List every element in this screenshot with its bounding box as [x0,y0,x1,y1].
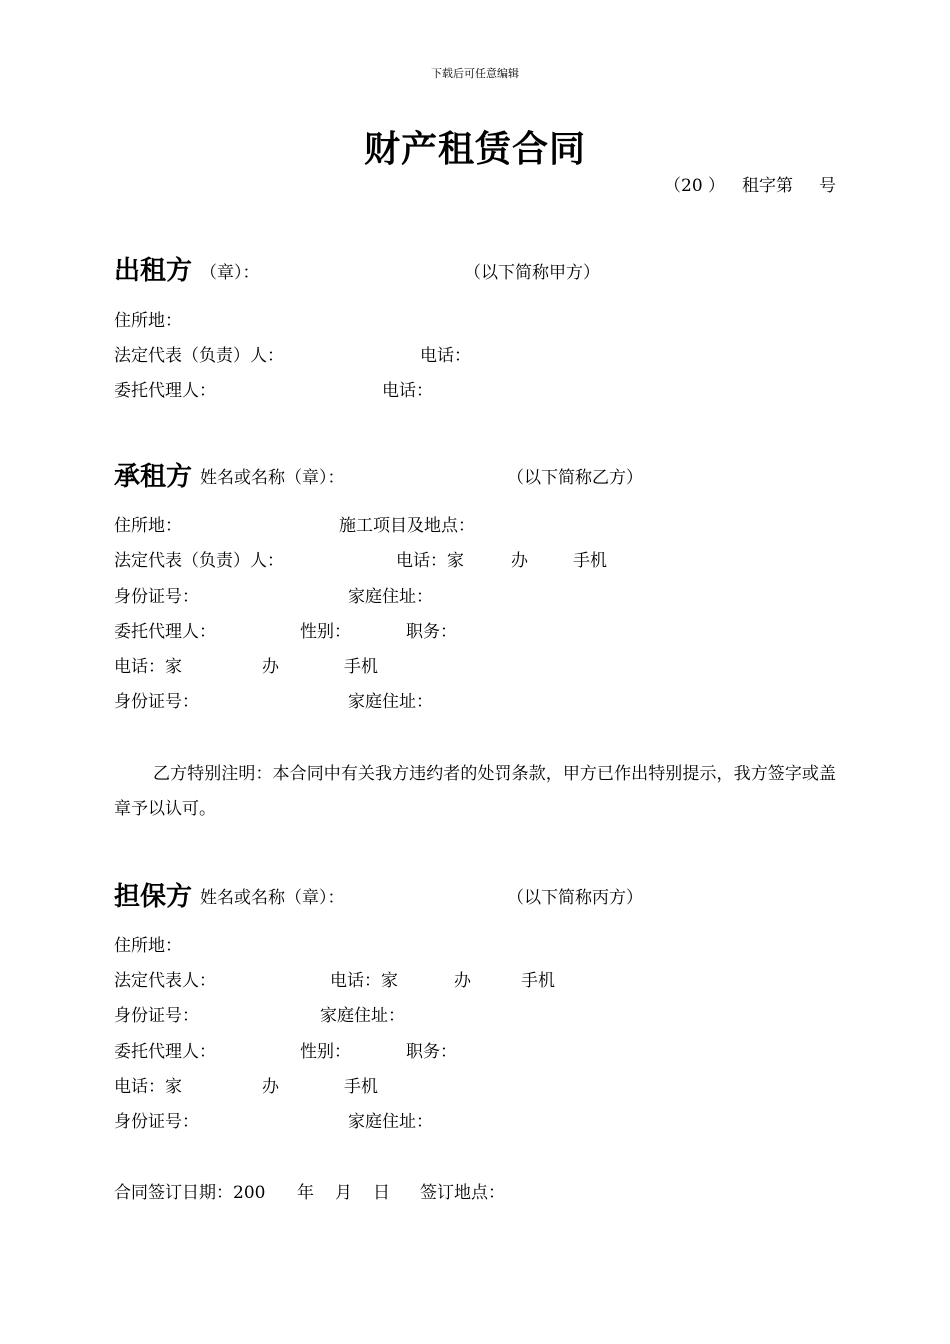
guarantor-heading: 担保方 [114,882,193,912]
lessee-agent-label: 委托代理人： [114,622,216,642]
signing-day: 日 [373,1183,390,1203]
guarantor-agent-phone-mobile: 手机 [344,1077,378,1097]
lessor-address-label: 住所地： [114,311,182,331]
lessee-project-label: 施工项目及地点： [339,516,475,536]
lessee-name-seal: 姓名或名称（章）： [200,468,345,488]
contract-no-suffix: 号 [819,176,836,196]
contract-no-label: 租字第 [742,176,793,196]
contract-no-close: ） [708,176,725,196]
lessor-rep-label: 法定代表（负责）人： [114,346,284,366]
guarantor-home-label: 家庭住址： [320,1006,405,1026]
guarantor-agent-label: 委托代理人： [114,1042,216,1062]
guarantor-alias: （以下简称丙方） [507,888,643,908]
lessor-heading: 出租方 [114,256,193,286]
lessor-agent-phone-label: 电话： [382,381,433,401]
signing-date-label: 合同签订日期：200 [114,1183,266,1203]
lessee-agent-phone-home: 电话：家 [114,657,182,677]
guarantor-id-label: 身份证号： [114,1006,199,1026]
guarantor-rep-label: 法定代表人： [114,971,216,991]
lessee-rep-phone-home: 电话：家 [396,551,464,571]
lessee-home-label: 家庭住址： [348,587,433,607]
lessee-rep-label: 法定代表（负责）人： [114,551,284,571]
guarantor-agent-phone-office: 办 [262,1077,279,1097]
guarantor-address-label: 住所地： [114,936,182,956]
guarantor-agent-home-label: 家庭住址： [348,1112,433,1132]
lessee-alias: （以下简称乙方） [507,468,643,488]
guarantor-rep-phone-office: 办 [454,971,471,991]
special-note: 乙方特别注明：本合同中有关我方违约者的处罚条款，甲方已作出特别提示，我方签字或盖章予以认可。 [114,764,836,819]
lessee-gender-label: 性别： [300,622,351,642]
lessee-agent-phone-mobile: 手机 [344,657,378,677]
guarantor-name-seal: 姓名或名称（章）： [200,888,345,908]
guarantor-gender-label: 性别： [300,1042,351,1062]
signing-year: 年 [297,1183,314,1203]
signing-place-label: 签订地点： [420,1183,505,1203]
lessor-seal: （章）： [200,263,260,283]
lessor-agent-label: 委托代理人： [114,381,216,401]
lessor-alias: （以下简称甲方） [464,263,600,283]
guarantor-agent-phone-home: 电话：家 [114,1077,182,1097]
lessee-heading: 承租方 [114,462,193,492]
contract-no-open: （20 [664,176,703,196]
lessee-agent-home-label: 家庭住址： [348,692,433,712]
document-title: 财产租赁合同 [363,128,586,170]
lessee-agent-id-label: 身份证号： [114,692,199,712]
lessee-address-label: 住所地： [114,516,182,536]
lessee-rep-phone-office: 办 [511,551,528,571]
guarantor-agent-id-label: 身份证号： [114,1112,199,1132]
guarantor-position-label: 职务： [406,1042,457,1062]
lessee-rep-phone-mobile: 手机 [573,551,607,571]
lessee-id-label: 身份证号： [114,587,199,607]
header-note: 下载后可任意编辑 [431,67,519,80]
lessee-position-label: 职务： [406,622,457,642]
guarantor-rep-phone-home: 电话：家 [330,971,398,991]
lessor-rep-phone-label: 电话： [420,346,471,366]
signing-month: 月 [335,1183,352,1203]
lessee-agent-phone-office: 办 [262,657,279,677]
guarantor-rep-phone-mobile: 手机 [521,971,555,991]
